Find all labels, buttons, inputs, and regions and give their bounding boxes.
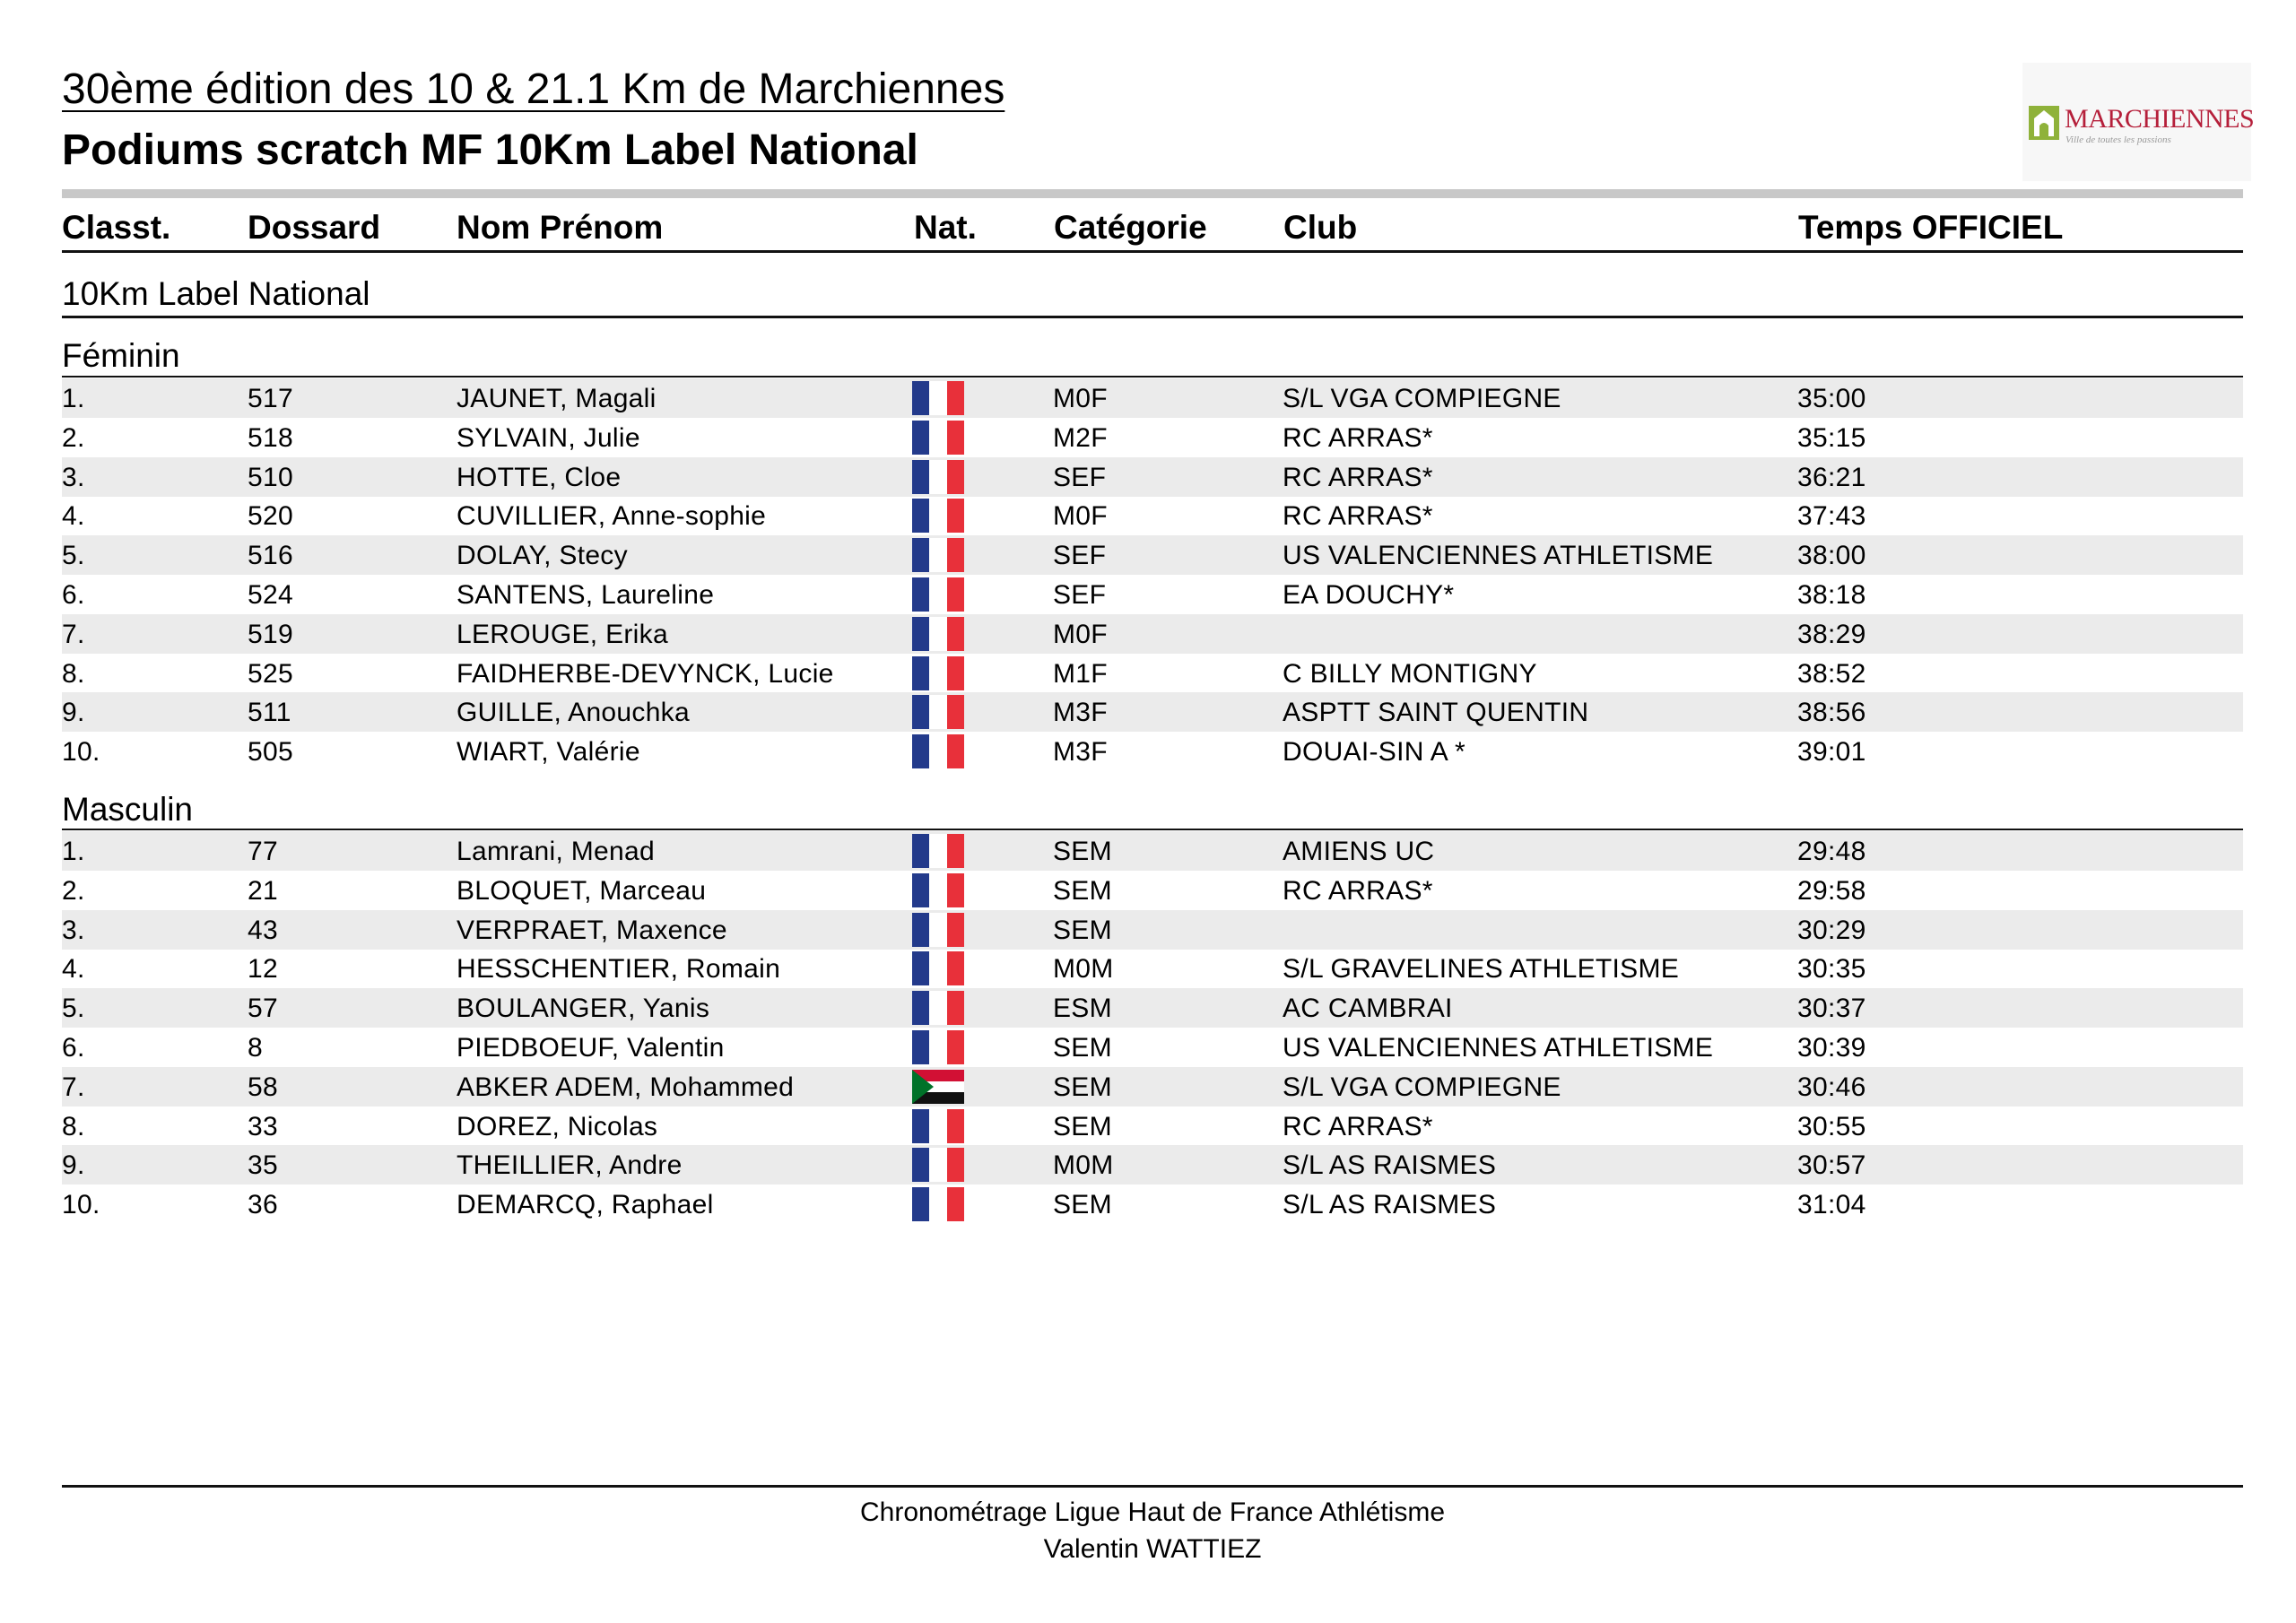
category-cell: SEF — [1053, 462, 1107, 492]
france-flag — [912, 1187, 964, 1221]
table-row — [62, 949, 2243, 988]
name-cell: DEMARCQ, Raphael — [457, 1190, 714, 1220]
bib-cell: 511 — [248, 698, 291, 728]
table-row — [62, 575, 2243, 614]
table-row — [62, 732, 2243, 771]
category-cell: ESM — [1053, 994, 1112, 1024]
rank-cell: 10. — [62, 1190, 100, 1220]
france-flag — [912, 695, 964, 729]
name-cell: BLOQUET, Marceau — [457, 875, 707, 906]
bib-cell: 8 — [248, 1033, 263, 1063]
name-cell: Lamrani, Menad — [457, 837, 655, 866]
name-cell: WIART, Valérie — [457, 737, 640, 768]
rank-cell: 1. — [62, 384, 85, 413]
name-cell: ABKER ADEM, Mohammed — [457, 1072, 795, 1102]
rank-cell: 2. — [62, 422, 85, 453]
category-cell: SEM — [1053, 875, 1112, 906]
section-label-masculin: Masculin — [62, 791, 193, 828]
name-cell: FAIDHERBE-DEVYNCK, Lucie — [457, 658, 834, 689]
time-cell: 30:29 — [1797, 915, 1866, 945]
bib-cell: 505 — [248, 737, 293, 768]
rank-cell: 4. — [62, 954, 85, 985]
bib-cell: 525 — [248, 658, 293, 689]
club-cell: ASPTT SAINT QUENTIN — [1283, 698, 1589, 728]
club-cell: RC ARRAS* — [1283, 422, 1433, 453]
time-cell: 31:04 — [1797, 1190, 1866, 1220]
rank-cell: 5. — [62, 994, 85, 1024]
bib-cell: 21 — [248, 875, 278, 906]
name-cell: SANTENS, Laureline — [457, 580, 715, 610]
name-cell: HOTTE, Cloe — [457, 462, 622, 492]
table-row — [62, 535, 2243, 575]
rank-cell: 3. — [62, 915, 85, 945]
race-divider — [62, 316, 2243, 318]
rank-cell: 6. — [62, 1033, 85, 1063]
club-cell: US VALENCIENNES ATHLETISME — [1283, 1033, 1714, 1063]
table-row — [62, 654, 2243, 693]
time-cell: 30:55 — [1797, 1111, 1866, 1141]
club-cell: S/L AS RAISMES — [1283, 1190, 1497, 1220]
category-cell: SEF — [1053, 580, 1107, 610]
col-category-header: Catégorie — [1054, 209, 1207, 246]
france-flag — [912, 499, 964, 533]
france-flag — [912, 538, 964, 572]
time-cell: 30:57 — [1797, 1150, 1866, 1181]
bib-cell: 57 — [248, 994, 278, 1024]
col-name-header: Nom Prénom — [457, 209, 664, 246]
france-flag — [912, 951, 964, 985]
club-cell: RC ARRAS* — [1283, 875, 1433, 906]
rank-cell: 9. — [62, 1150, 85, 1181]
bib-cell: 518 — [248, 422, 293, 453]
podium-title: Podiums scratch MF 10Km Label National — [62, 126, 918, 174]
category-cell: SEM — [1053, 837, 1112, 866]
col-time-header: Temps OFFICIEL — [1798, 209, 2064, 246]
name-cell: PIEDBOEUF, Valentin — [457, 1033, 725, 1063]
category-cell: M0M — [1053, 1150, 1114, 1181]
club-cell: EA DOUCHY* — [1283, 580, 1455, 610]
category-cell: M1F — [1053, 658, 1108, 689]
france-flag — [912, 1148, 964, 1182]
table-row — [62, 988, 2243, 1028]
footer-timing-credit: Chronométrage Ligue Haut de France Athlétisme — [859, 1497, 1446, 1527]
category-cell: SEM — [1053, 1190, 1112, 1220]
time-cell: 29:58 — [1797, 875, 1866, 906]
bib-cell: 36 — [248, 1190, 278, 1220]
rank-cell: 6. — [62, 580, 85, 610]
bib-cell: 33 — [248, 1111, 278, 1141]
france-flag — [912, 834, 964, 868]
club-cell: RC ARRAS* — [1283, 1111, 1433, 1141]
sudan-flag — [912, 1070, 964, 1104]
name-cell: BOULANGER, Yanis — [457, 994, 710, 1024]
table-row — [62, 1145, 2243, 1185]
time-cell: 30:35 — [1797, 954, 1866, 985]
time-cell: 30:37 — [1797, 994, 1866, 1024]
france-flag — [912, 1109, 964, 1143]
bib-cell: 524 — [248, 580, 293, 610]
section-divider-masculin — [62, 829, 2243, 830]
bib-cell: 35 — [248, 1150, 278, 1181]
table-row — [62, 1028, 2243, 1067]
header-divider — [62, 250, 2243, 253]
footer-divider — [62, 1485, 2243, 1488]
time-cell: 37:43 — [1797, 501, 1866, 532]
header-bar — [62, 189, 2243, 198]
category-cell: M3F — [1053, 698, 1108, 728]
club-cell: AC CAMBRAI — [1283, 994, 1453, 1024]
category-cell: SEM — [1053, 1033, 1112, 1063]
france-flag — [912, 913, 964, 947]
col-rank-header: Classt. — [62, 209, 171, 246]
race-label: 10Km Label National — [62, 275, 370, 312]
section-divider-feminin — [62, 376, 2243, 378]
category-cell: M2F — [1053, 422, 1108, 453]
time-cell: 30:46 — [1797, 1072, 1866, 1102]
rank-cell: 7. — [62, 619, 85, 649]
club-cell: DOUAI-SIN A * — [1283, 737, 1465, 768]
category-cell: SEM — [1053, 915, 1112, 945]
club-cell: AMIENS UC — [1283, 837, 1435, 866]
rank-cell: 1. — [62, 837, 85, 866]
logo-tagline: Ville de toutes les passions — [2066, 135, 2171, 145]
club-cell: RC ARRAS* — [1283, 501, 1433, 532]
name-cell: LEROUGE, Erika — [457, 619, 668, 649]
club-cell: S/L VGA COMPIEGNE — [1283, 1072, 1561, 1102]
category-cell: M0F — [1053, 619, 1108, 649]
table-row — [62, 1107, 2243, 1146]
table-row — [62, 1067, 2243, 1107]
name-cell: SYLVAIN, Julie — [457, 422, 640, 453]
rank-cell: 4. — [62, 501, 85, 532]
time-cell: 36:21 — [1797, 462, 1866, 492]
col-bib-header: Dossard — [248, 209, 381, 246]
rank-cell: 8. — [62, 658, 85, 689]
time-cell: 35:00 — [1797, 384, 1866, 413]
name-cell: THEILLIER, Andre — [457, 1150, 683, 1181]
bib-cell: 43 — [248, 915, 278, 945]
category-cell: SEM — [1053, 1111, 1112, 1141]
section-label-feminin: Féminin — [62, 337, 180, 374]
france-flag — [912, 734, 964, 768]
name-cell: HESSCHENTIER, Romain — [457, 954, 781, 985]
france-flag — [912, 617, 964, 651]
time-cell: 29:48 — [1797, 837, 1866, 866]
rank-cell: 7. — [62, 1072, 85, 1102]
bib-cell: 517 — [248, 384, 293, 413]
category-cell: M0F — [1053, 384, 1108, 413]
france-flag — [912, 656, 964, 690]
rank-cell: 9. — [62, 698, 85, 728]
category-cell: SEM — [1053, 1072, 1112, 1102]
bib-cell: 12 — [248, 954, 278, 985]
rank-cell: 8. — [62, 1111, 85, 1141]
time-cell: 35:15 — [1797, 422, 1866, 453]
table-row — [62, 457, 2243, 497]
rank-cell: 5. — [62, 541, 85, 571]
col-nat-header: Nat. — [914, 209, 977, 246]
table-row — [62, 1185, 2243, 1224]
time-cell: 38:29 — [1797, 619, 1866, 649]
bib-cell: 520 — [248, 501, 293, 532]
france-flag — [912, 1030, 964, 1064]
france-flag — [912, 873, 964, 907]
marchiennes-logo — [2022, 63, 2255, 181]
name-cell: DOREZ, Nicolas — [457, 1111, 658, 1141]
category-cell: M3F — [1053, 737, 1108, 768]
club-cell: C BILLY MONTIGNY — [1283, 658, 1537, 689]
rank-cell: 2. — [62, 875, 85, 906]
rank-cell: 3. — [62, 462, 85, 492]
table-row — [62, 910, 2243, 950]
bib-cell: 77 — [248, 837, 278, 866]
town-hall-icon — [2029, 106, 2059, 140]
table-row — [62, 614, 2243, 654]
table-row — [62, 496, 2243, 535]
bib-cell: 519 — [248, 619, 293, 649]
time-cell: 30:39 — [1797, 1033, 1866, 1063]
category-cell: SEF — [1053, 541, 1107, 571]
france-flag — [912, 577, 964, 612]
club-cell: US VALENCIENNES ATHLETISME — [1283, 541, 1714, 571]
bib-cell: 516 — [248, 541, 293, 571]
name-cell: GUILLE, Anouchka — [457, 698, 690, 728]
rank-cell: 10. — [62, 737, 100, 768]
footer-author: Valentin WATTIEZ — [1043, 1534, 1262, 1564]
time-cell: 38:52 — [1797, 658, 1866, 689]
name-cell: CUVILLIER, Anne-sophie — [457, 501, 767, 532]
category-cell: M0M — [1053, 954, 1114, 985]
logo-wordmark: MARCHIENNES — [2065, 104, 2255, 134]
event-title: 30ème édition des 10 & 21.1 Km de Marchiennes — [62, 65, 1005, 113]
time-cell: 38:56 — [1797, 698, 1866, 728]
bib-cell: 58 — [248, 1072, 278, 1102]
name-cell: DOLAY, Stecy — [457, 541, 628, 571]
club-cell: S/L AS RAISMES — [1283, 1150, 1497, 1181]
club-cell: S/L VGA COMPIEGNE — [1283, 384, 1561, 413]
table-row — [62, 831, 2243, 871]
france-flag — [912, 460, 964, 494]
table-row — [62, 418, 2243, 457]
time-cell: 38:18 — [1797, 580, 1866, 610]
club-cell: S/L GRAVELINES ATHLETISME — [1283, 954, 1680, 985]
col-club-header: Club — [1283, 209, 1358, 246]
table-row — [62, 692, 2243, 732]
france-flag — [912, 421, 964, 455]
france-flag — [912, 991, 964, 1025]
category-cell: M0F — [1053, 501, 1108, 532]
name-cell: VERPRAET, Maxence — [457, 915, 727, 945]
table-row — [62, 871, 2243, 910]
bib-cell: 510 — [248, 462, 293, 492]
france-flag — [912, 381, 964, 415]
time-cell: 39:01 — [1797, 737, 1866, 768]
time-cell: 38:00 — [1797, 541, 1866, 571]
name-cell: JAUNET, Magali — [457, 384, 657, 413]
club-cell: RC ARRAS* — [1283, 462, 1433, 492]
table-row — [62, 378, 2243, 418]
